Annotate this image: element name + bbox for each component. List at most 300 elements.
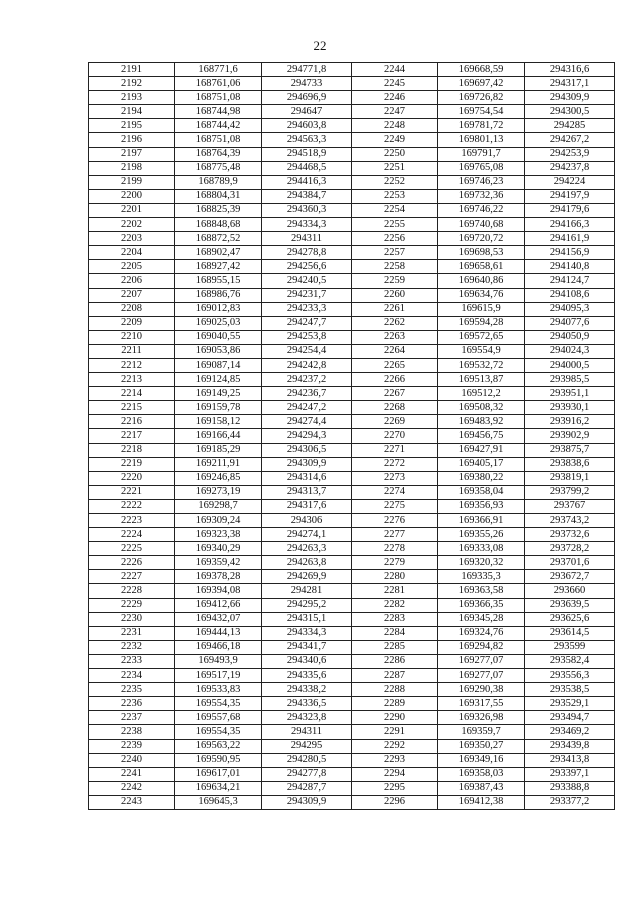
x-coordinate-cell: 169277,07 [438, 669, 525, 683]
y-coordinate-cell: 293672,7 [525, 570, 615, 584]
x-coordinate-cell: 169532,72 [438, 358, 525, 372]
x-coordinate-cell: 169617,01 [175, 767, 262, 781]
point-number-cell: 2221 [89, 485, 175, 499]
y-coordinate-cell: 293902,9 [525, 429, 615, 443]
table-row [89, 288, 615, 302]
point-number-cell: 2271 [352, 443, 438, 457]
point-number-cell: 2191 [89, 63, 175, 77]
y-coordinate-cell: 293639,5 [525, 598, 615, 612]
point-number-cell: 2231 [89, 626, 175, 640]
y-coordinate-cell: 294108,6 [525, 288, 615, 302]
x-coordinate-cell: 169698,53 [438, 246, 525, 260]
point-number-cell: 2284 [352, 626, 438, 640]
x-coordinate-cell: 169378,28 [175, 570, 262, 584]
x-coordinate-cell: 169513,87 [438, 373, 525, 387]
point-number-cell: 2215 [89, 401, 175, 415]
x-coordinate-cell: 169124,85 [175, 373, 262, 387]
x-coordinate-cell: 169298,7 [175, 499, 262, 513]
point-number-cell: 2209 [89, 316, 175, 330]
x-coordinate-cell: 169040,55 [175, 330, 262, 344]
table-row [89, 795, 615, 809]
point-number-cell: 2201 [89, 203, 175, 217]
y-coordinate-cell: 294311 [262, 232, 352, 246]
table-row [89, 302, 615, 316]
y-coordinate-cell: 294179,6 [525, 203, 615, 217]
y-coordinate-cell: 294161,9 [525, 232, 615, 246]
x-coordinate-cell: 169512,2 [438, 387, 525, 401]
x-coordinate-cell: 169317,55 [438, 697, 525, 711]
point-number-cell: 2249 [352, 133, 438, 147]
x-coordinate-cell: 169791,7 [438, 147, 525, 161]
y-coordinate-cell: 294733 [262, 77, 352, 91]
y-coordinate-cell: 294416,3 [262, 175, 352, 189]
point-number-cell: 2247 [352, 105, 438, 119]
x-coordinate-cell: 169634,21 [175, 781, 262, 795]
point-number-cell: 2267 [352, 387, 438, 401]
x-coordinate-cell: 169557,68 [175, 711, 262, 725]
y-coordinate-cell: 294077,6 [525, 316, 615, 330]
point-number-cell: 2236 [89, 697, 175, 711]
table-row [89, 133, 615, 147]
y-coordinate-cell: 293875,7 [525, 443, 615, 457]
table-row [89, 471, 615, 485]
point-number-cell: 2283 [352, 612, 438, 626]
x-coordinate-cell: 169053,86 [175, 344, 262, 358]
y-coordinate-cell: 293799,2 [525, 485, 615, 499]
y-coordinate-cell: 294317,6 [262, 499, 352, 513]
x-coordinate-cell: 168804,31 [175, 189, 262, 203]
point-number-cell: 2250 [352, 147, 438, 161]
y-coordinate-cell: 294242,8 [262, 358, 352, 372]
x-coordinate-cell: 169246,85 [175, 471, 262, 485]
x-coordinate-cell: 169366,35 [438, 598, 525, 612]
x-coordinate-cell: 169754,54 [438, 105, 525, 119]
x-coordinate-cell: 169615,9 [438, 302, 525, 316]
table-row [89, 105, 615, 119]
table-row [89, 612, 615, 626]
point-number-cell: 2244 [352, 63, 438, 77]
point-number-cell: 2202 [89, 218, 175, 232]
point-number-cell: 2217 [89, 429, 175, 443]
point-number-cell: 2274 [352, 485, 438, 499]
y-coordinate-cell: 293728,2 [525, 542, 615, 556]
x-coordinate-cell: 169640,86 [438, 274, 525, 288]
x-coordinate-cell: 169427,91 [438, 443, 525, 457]
table-row [89, 274, 615, 288]
x-coordinate-cell: 169720,72 [438, 232, 525, 246]
y-coordinate-cell: 294140,8 [525, 260, 615, 274]
x-coordinate-cell: 168761,06 [175, 77, 262, 91]
table-row [89, 373, 615, 387]
point-number-cell: 2235 [89, 683, 175, 697]
y-coordinate-cell: 293701,6 [525, 556, 615, 570]
y-coordinate-cell: 294095,3 [525, 302, 615, 316]
y-coordinate-cell: 293819,1 [525, 471, 615, 485]
y-coordinate-cell: 294269,9 [262, 570, 352, 584]
table-row [89, 725, 615, 739]
x-coordinate-cell: 169444,13 [175, 626, 262, 640]
y-coordinate-cell: 293469,2 [525, 725, 615, 739]
point-number-cell: 2281 [352, 584, 438, 598]
y-coordinate-cell: 294253,9 [525, 147, 615, 161]
x-coordinate-cell: 169456,75 [438, 429, 525, 443]
y-coordinate-cell: 294277,8 [262, 767, 352, 781]
table-row [89, 429, 615, 443]
x-coordinate-cell: 169658,61 [438, 260, 525, 274]
x-coordinate-cell: 169355,26 [438, 528, 525, 542]
point-number-cell: 2279 [352, 556, 438, 570]
y-coordinate-cell: 293413,8 [525, 753, 615, 767]
point-number-cell: 2259 [352, 274, 438, 288]
x-coordinate-cell: 169345,28 [438, 612, 525, 626]
point-number-cell: 2195 [89, 119, 175, 133]
y-coordinate-cell: 293767 [525, 499, 615, 513]
x-coordinate-cell: 169732,36 [438, 189, 525, 203]
page-number: 22 [313, 38, 327, 53]
table-row [89, 260, 615, 274]
point-number-cell: 2203 [89, 232, 175, 246]
table-row [89, 401, 615, 415]
point-number-cell: 2280 [352, 570, 438, 584]
point-number-cell: 2286 [352, 654, 438, 668]
y-coordinate-cell: 294340,6 [262, 654, 352, 668]
y-coordinate-cell: 293732,6 [525, 528, 615, 542]
table-row [89, 528, 615, 542]
point-number-cell: 2198 [89, 161, 175, 175]
x-coordinate-cell: 169801,13 [438, 133, 525, 147]
y-coordinate-cell: 294518,9 [262, 147, 352, 161]
y-coordinate-cell: 294267,2 [525, 133, 615, 147]
x-coordinate-cell: 169349,16 [438, 753, 525, 767]
table-row [89, 739, 615, 753]
x-coordinate-cell: 169483,92 [438, 415, 525, 429]
x-coordinate-cell: 169323,38 [175, 528, 262, 542]
table-row [89, 147, 615, 161]
x-coordinate-cell: 168751,08 [175, 91, 262, 105]
x-coordinate-cell: 169412,66 [175, 598, 262, 612]
point-number-cell: 2199 [89, 175, 175, 189]
y-coordinate-cell: 294278,8 [262, 246, 352, 260]
point-number-cell: 2253 [352, 189, 438, 203]
point-number-cell: 2243 [89, 795, 175, 809]
point-number-cell: 2245 [352, 77, 438, 91]
point-number-cell: 2275 [352, 499, 438, 513]
point-number-cell: 2213 [89, 373, 175, 387]
point-number-cell: 2269 [352, 415, 438, 429]
y-coordinate-cell: 293916,2 [525, 415, 615, 429]
point-number-cell: 2228 [89, 584, 175, 598]
x-coordinate-cell: 169363,58 [438, 584, 525, 598]
point-number-cell: 2200 [89, 189, 175, 203]
x-coordinate-cell: 169726,82 [438, 91, 525, 105]
point-number-cell: 2230 [89, 612, 175, 626]
point-number-cell: 2276 [352, 514, 438, 528]
point-number-cell: 2268 [352, 401, 438, 415]
table-row [89, 654, 615, 668]
point-number-cell: 2239 [89, 739, 175, 753]
point-number-cell: 2290 [352, 711, 438, 725]
point-number-cell: 2288 [352, 683, 438, 697]
table-row [89, 598, 615, 612]
x-coordinate-cell: 168902,47 [175, 246, 262, 260]
y-coordinate-cell: 294309,9 [262, 457, 352, 471]
table-row [89, 711, 615, 725]
y-coordinate-cell: 294263,3 [262, 542, 352, 556]
x-coordinate-cell: 169554,35 [175, 697, 262, 711]
x-coordinate-cell: 169533,83 [175, 683, 262, 697]
table-row [89, 387, 615, 401]
x-coordinate-cell: 169326,98 [438, 711, 525, 725]
y-coordinate-cell: 293743,2 [525, 514, 615, 528]
point-number-cell: 2208 [89, 302, 175, 316]
point-number-cell: 2287 [352, 669, 438, 683]
point-number-cell: 2233 [89, 654, 175, 668]
y-coordinate-cell: 294247,7 [262, 316, 352, 330]
point-number-cell: 2282 [352, 598, 438, 612]
y-coordinate-cell: 293582,4 [525, 654, 615, 668]
x-coordinate-cell: 168744,42 [175, 119, 262, 133]
point-number-cell: 2257 [352, 246, 438, 260]
point-number-cell: 2248 [352, 119, 438, 133]
table-row [89, 570, 615, 584]
point-number-cell: 2278 [352, 542, 438, 556]
table-row [89, 542, 615, 556]
y-coordinate-cell: 293951,1 [525, 387, 615, 401]
point-number-cell: 2238 [89, 725, 175, 739]
x-coordinate-cell: 169185,29 [175, 443, 262, 457]
y-coordinate-cell: 293556,3 [525, 669, 615, 683]
y-coordinate-cell: 294224 [525, 175, 615, 189]
x-coordinate-cell: 168927,42 [175, 260, 262, 274]
y-coordinate-cell: 293494,7 [525, 711, 615, 725]
y-coordinate-cell: 294274,4 [262, 415, 352, 429]
y-coordinate-cell: 294313,7 [262, 485, 352, 499]
point-number-cell: 2272 [352, 457, 438, 471]
x-coordinate-cell: 169594,28 [438, 316, 525, 330]
y-coordinate-cell: 294294,3 [262, 429, 352, 443]
point-number-cell: 2262 [352, 316, 438, 330]
x-coordinate-cell: 168848,68 [175, 218, 262, 232]
y-coordinate-cell: 294309,9 [525, 91, 615, 105]
table-row [89, 781, 615, 795]
y-coordinate-cell: 294311 [262, 725, 352, 739]
x-coordinate-cell: 169405,17 [438, 457, 525, 471]
table-row [89, 330, 615, 344]
point-number-cell: 2224 [89, 528, 175, 542]
x-coordinate-cell: 169380,22 [438, 471, 525, 485]
y-coordinate-cell: 294306,5 [262, 443, 352, 457]
y-coordinate-cell: 294338,2 [262, 683, 352, 697]
x-coordinate-cell: 168986,76 [175, 288, 262, 302]
x-coordinate-cell: 169359,7 [438, 725, 525, 739]
y-coordinate-cell: 294300,5 [525, 105, 615, 119]
y-coordinate-cell: 294295,2 [262, 598, 352, 612]
point-number-cell: 2227 [89, 570, 175, 584]
y-coordinate-cell: 294696,9 [262, 91, 352, 105]
y-coordinate-cell: 293397,1 [525, 767, 615, 781]
y-coordinate-cell: 294287,7 [262, 781, 352, 795]
table-row [89, 91, 615, 105]
x-coordinate-cell: 169309,24 [175, 514, 262, 528]
point-number-cell: 2270 [352, 429, 438, 443]
y-coordinate-cell: 294309,9 [262, 795, 352, 809]
table-row [89, 119, 615, 133]
x-coordinate-cell: 169166,44 [175, 429, 262, 443]
point-number-cell: 2295 [352, 781, 438, 795]
x-coordinate-cell: 169320,32 [438, 556, 525, 570]
x-coordinate-cell: 169432,07 [175, 612, 262, 626]
y-coordinate-cell: 294603,8 [262, 119, 352, 133]
x-coordinate-cell: 169493,9 [175, 654, 262, 668]
point-number-cell: 2293 [352, 753, 438, 767]
point-number-cell: 2193 [89, 91, 175, 105]
y-coordinate-cell: 294254,4 [262, 344, 352, 358]
y-coordinate-cell: 294024,3 [525, 344, 615, 358]
point-number-cell: 2260 [352, 288, 438, 302]
point-number-cell: 2263 [352, 330, 438, 344]
table-row [89, 584, 615, 598]
point-number-cell: 2196 [89, 133, 175, 147]
point-number-cell: 2210 [89, 330, 175, 344]
point-number-cell: 2242 [89, 781, 175, 795]
point-number-cell: 2204 [89, 246, 175, 260]
y-coordinate-cell: 294314,6 [262, 471, 352, 485]
point-number-cell: 2222 [89, 499, 175, 513]
x-coordinate-cell: 169211,91 [175, 457, 262, 471]
point-number-cell: 2261 [352, 302, 438, 316]
y-coordinate-cell: 294384,7 [262, 189, 352, 203]
y-coordinate-cell: 293660 [525, 584, 615, 598]
table-row [89, 626, 615, 640]
y-coordinate-cell: 294335,6 [262, 669, 352, 683]
point-number-cell: 2207 [89, 288, 175, 302]
y-coordinate-cell: 293625,6 [525, 612, 615, 626]
x-coordinate-cell: 169466,18 [175, 640, 262, 654]
point-number-cell: 2205 [89, 260, 175, 274]
y-coordinate-cell: 293599 [525, 640, 615, 654]
point-number-cell: 2256 [352, 232, 438, 246]
point-number-cell: 2234 [89, 669, 175, 683]
x-coordinate-cell: 169508,32 [438, 401, 525, 415]
x-coordinate-cell: 168955,15 [175, 274, 262, 288]
point-number-cell: 2214 [89, 387, 175, 401]
point-number-cell: 2219 [89, 457, 175, 471]
y-coordinate-cell: 293377,2 [525, 795, 615, 809]
x-coordinate-cell: 169554,9 [438, 344, 525, 358]
table-body [89, 63, 615, 810]
y-coordinate-cell: 294000,5 [525, 358, 615, 372]
table-row [89, 485, 615, 499]
y-coordinate-cell: 294253,8 [262, 330, 352, 344]
table-row [89, 767, 615, 781]
x-coordinate-cell: 169277,07 [438, 654, 525, 668]
table-row [89, 161, 615, 175]
y-coordinate-cell: 294237,2 [262, 373, 352, 387]
y-coordinate-cell: 293388,8 [525, 781, 615, 795]
point-number-cell: 2241 [89, 767, 175, 781]
y-coordinate-cell: 294280,5 [262, 753, 352, 767]
point-number-cell: 2232 [89, 640, 175, 654]
point-number-cell: 2264 [352, 344, 438, 358]
y-coordinate-cell: 294050,9 [525, 330, 615, 344]
y-coordinate-cell: 294197,9 [525, 189, 615, 203]
x-coordinate-cell: 169359,42 [175, 556, 262, 570]
y-coordinate-cell: 294334,3 [262, 626, 352, 640]
point-number-cell: 2226 [89, 556, 175, 570]
x-coordinate-cell: 169333,08 [438, 542, 525, 556]
table-row [89, 640, 615, 654]
x-coordinate-cell: 169358,04 [438, 485, 525, 499]
point-number-cell: 2220 [89, 471, 175, 485]
x-coordinate-cell: 169294,82 [438, 640, 525, 654]
x-coordinate-cell: 169350,27 [438, 739, 525, 753]
point-number-cell: 2197 [89, 147, 175, 161]
y-coordinate-cell: 294315,1 [262, 612, 352, 626]
x-coordinate-cell: 169025,03 [175, 316, 262, 330]
x-coordinate-cell: 168775,48 [175, 161, 262, 175]
x-coordinate-cell: 169563,22 [175, 739, 262, 753]
y-coordinate-cell: 293529,1 [525, 697, 615, 711]
y-coordinate-cell: 293985,5 [525, 373, 615, 387]
x-coordinate-cell: 168872,52 [175, 232, 262, 246]
y-coordinate-cell: 294247,2 [262, 401, 352, 415]
point-number-cell: 2273 [352, 471, 438, 485]
table-row [89, 514, 615, 528]
x-coordinate-cell: 169356,93 [438, 499, 525, 513]
coordinates-table [88, 62, 615, 810]
x-coordinate-cell: 169668,59 [438, 63, 525, 77]
y-coordinate-cell: 294647 [262, 105, 352, 119]
table-row [89, 203, 615, 217]
y-coordinate-cell: 294240,5 [262, 274, 352, 288]
y-coordinate-cell: 294263,8 [262, 556, 352, 570]
y-coordinate-cell: 294336,5 [262, 697, 352, 711]
point-number-cell: 2206 [89, 274, 175, 288]
x-coordinate-cell: 169340,29 [175, 542, 262, 556]
table-row [89, 344, 615, 358]
y-coordinate-cell: 294166,3 [525, 218, 615, 232]
y-coordinate-cell: 294317,1 [525, 77, 615, 91]
x-coordinate-cell: 169412,38 [438, 795, 525, 809]
x-coordinate-cell: 169634,76 [438, 288, 525, 302]
y-coordinate-cell: 294124,7 [525, 274, 615, 288]
x-coordinate-cell: 169366,91 [438, 514, 525, 528]
x-coordinate-cell: 169324,76 [438, 626, 525, 640]
point-number-cell: 2258 [352, 260, 438, 274]
y-coordinate-cell: 294323,8 [262, 711, 352, 725]
x-coordinate-cell: 168825,39 [175, 203, 262, 217]
y-coordinate-cell: 294295 [262, 739, 352, 753]
y-coordinate-cell: 293614,5 [525, 626, 615, 640]
y-coordinate-cell: 294771,8 [262, 63, 352, 77]
x-coordinate-cell: 169158,12 [175, 415, 262, 429]
y-coordinate-cell: 294360,3 [262, 203, 352, 217]
x-coordinate-cell: 169746,23 [438, 175, 525, 189]
x-coordinate-cell: 169387,43 [438, 781, 525, 795]
y-coordinate-cell: 293538,5 [525, 683, 615, 697]
point-number-cell: 2218 [89, 443, 175, 457]
x-coordinate-cell: 169159,78 [175, 401, 262, 415]
table-row [89, 669, 615, 683]
y-coordinate-cell: 294236,7 [262, 387, 352, 401]
table-row [89, 415, 615, 429]
x-coordinate-cell: 168764,39 [175, 147, 262, 161]
y-coordinate-cell: 294468,5 [262, 161, 352, 175]
point-number-cell: 2211 [89, 344, 175, 358]
y-coordinate-cell: 294237,8 [525, 161, 615, 175]
y-coordinate-cell: 294334,3 [262, 218, 352, 232]
table-row [89, 697, 615, 711]
